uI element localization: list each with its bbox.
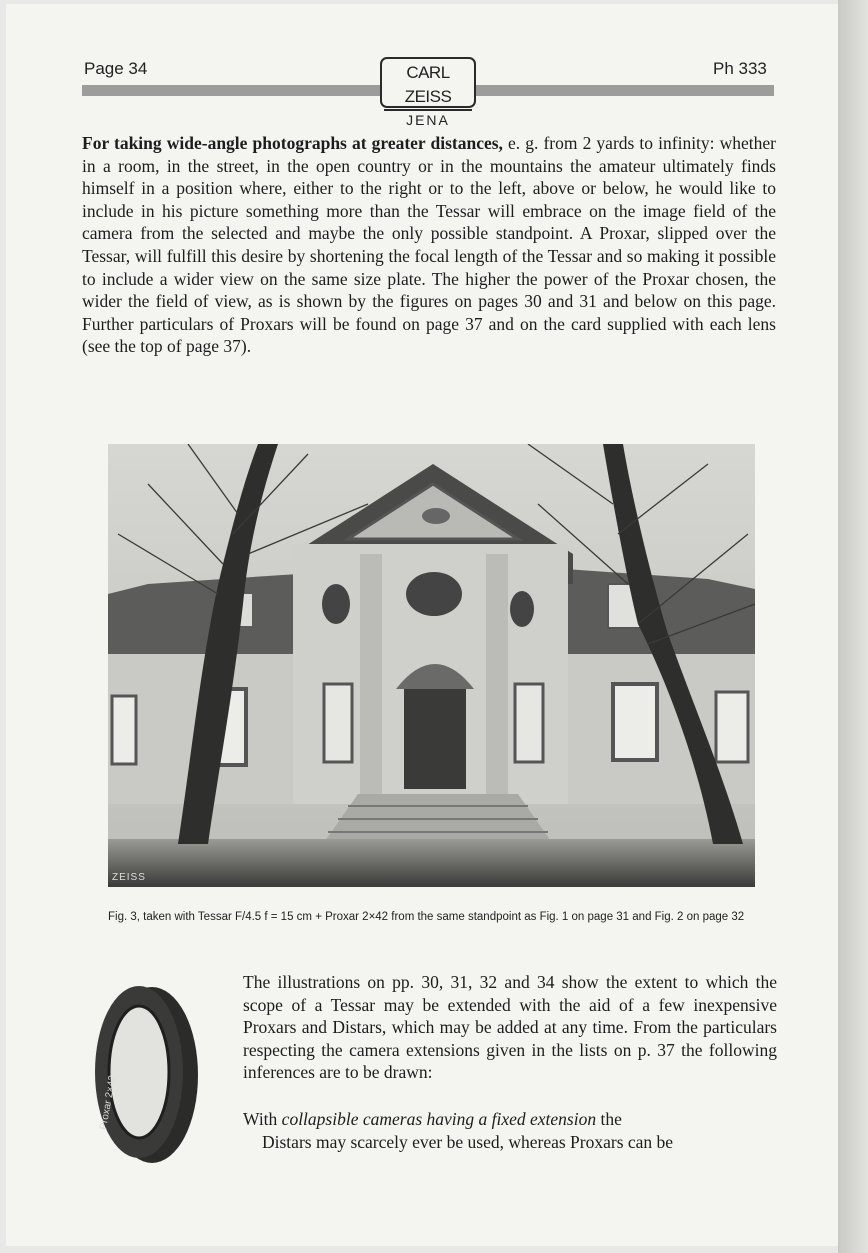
inference-paragraph: [243, 1108, 777, 1153]
logo-city: JENA: [406, 112, 450, 128]
page-number: Page 34: [84, 59, 148, 78]
intro-lead: For taking wide-angle photographs at greater distances,: [82, 133, 503, 153]
inference-start: With: [243, 1109, 282, 1129]
logo-brand: CARL ZEISS: [404, 63, 452, 106]
photo-illustration: [108, 444, 755, 887]
building-photograph: [108, 444, 755, 887]
photo-watermark: ZEISS: [112, 872, 146, 883]
proxar-lens-illustration: [84, 980, 204, 1170]
inference-emphasis: collapsible cameras having a fixed extension: [281, 1109, 597, 1129]
inference-continuation: Distars may scarcely ever be used, whereas Proxars can be: [262, 1131, 674, 1152]
intro-paragraph: [82, 132, 776, 358]
inference-mid: the: [596, 1109, 622, 1129]
lens-icon: [84, 980, 204, 1170]
body-paragraph: The illustrations on pp. 30, 31, 32 and 34 show the extent to which the scope of a Tessar may be extended with the aid of a few inexpensive Proxars and Distars, which may be added at any time. From the particulars respecting the camera extensions given in the lists on p. 37 the following inferences are to be drawn:: [243, 972, 777, 1083]
intro-body: e. g. from 2 yards to infinity: whether in a room, in the street, in the open country or in the mountains the amateur ultimately finds himself in a position where, either to the right or to the left, above or below, he would like to include in his picture something more than the Tessar will embrace on the image field of the camera from the selected and maybe the only possible standpoint. A Proxar, slipped over the Tessar, will fulfill this desire by shortening the focal length of the Tessar and so making it possible to include a wider view on the same size plate. The higher the power of the Proxar chosen, the wider the field of view, as is shown by the figures on pages 30 and 31 and below on this page. Further particulars of Proxars will be found on page 37 and on the card supplied with each lens (see the top of page 37).: [82, 133, 776, 357]
lens-engraving: Proxar 2×42: [98, 1074, 119, 1131]
figure-caption: Fig. 3, taken with Tessar F/4.5 f = 15 cm + Proxar 2×42 from the same standpoint as Fig. 1 on page 31 and Fig. 2 on page 32: [108, 911, 745, 923]
page-edge-shadow: [838, 0, 868, 1253]
zeiss-logo: [380, 57, 476, 128]
catalog-code: Ph 333: [713, 59, 767, 78]
